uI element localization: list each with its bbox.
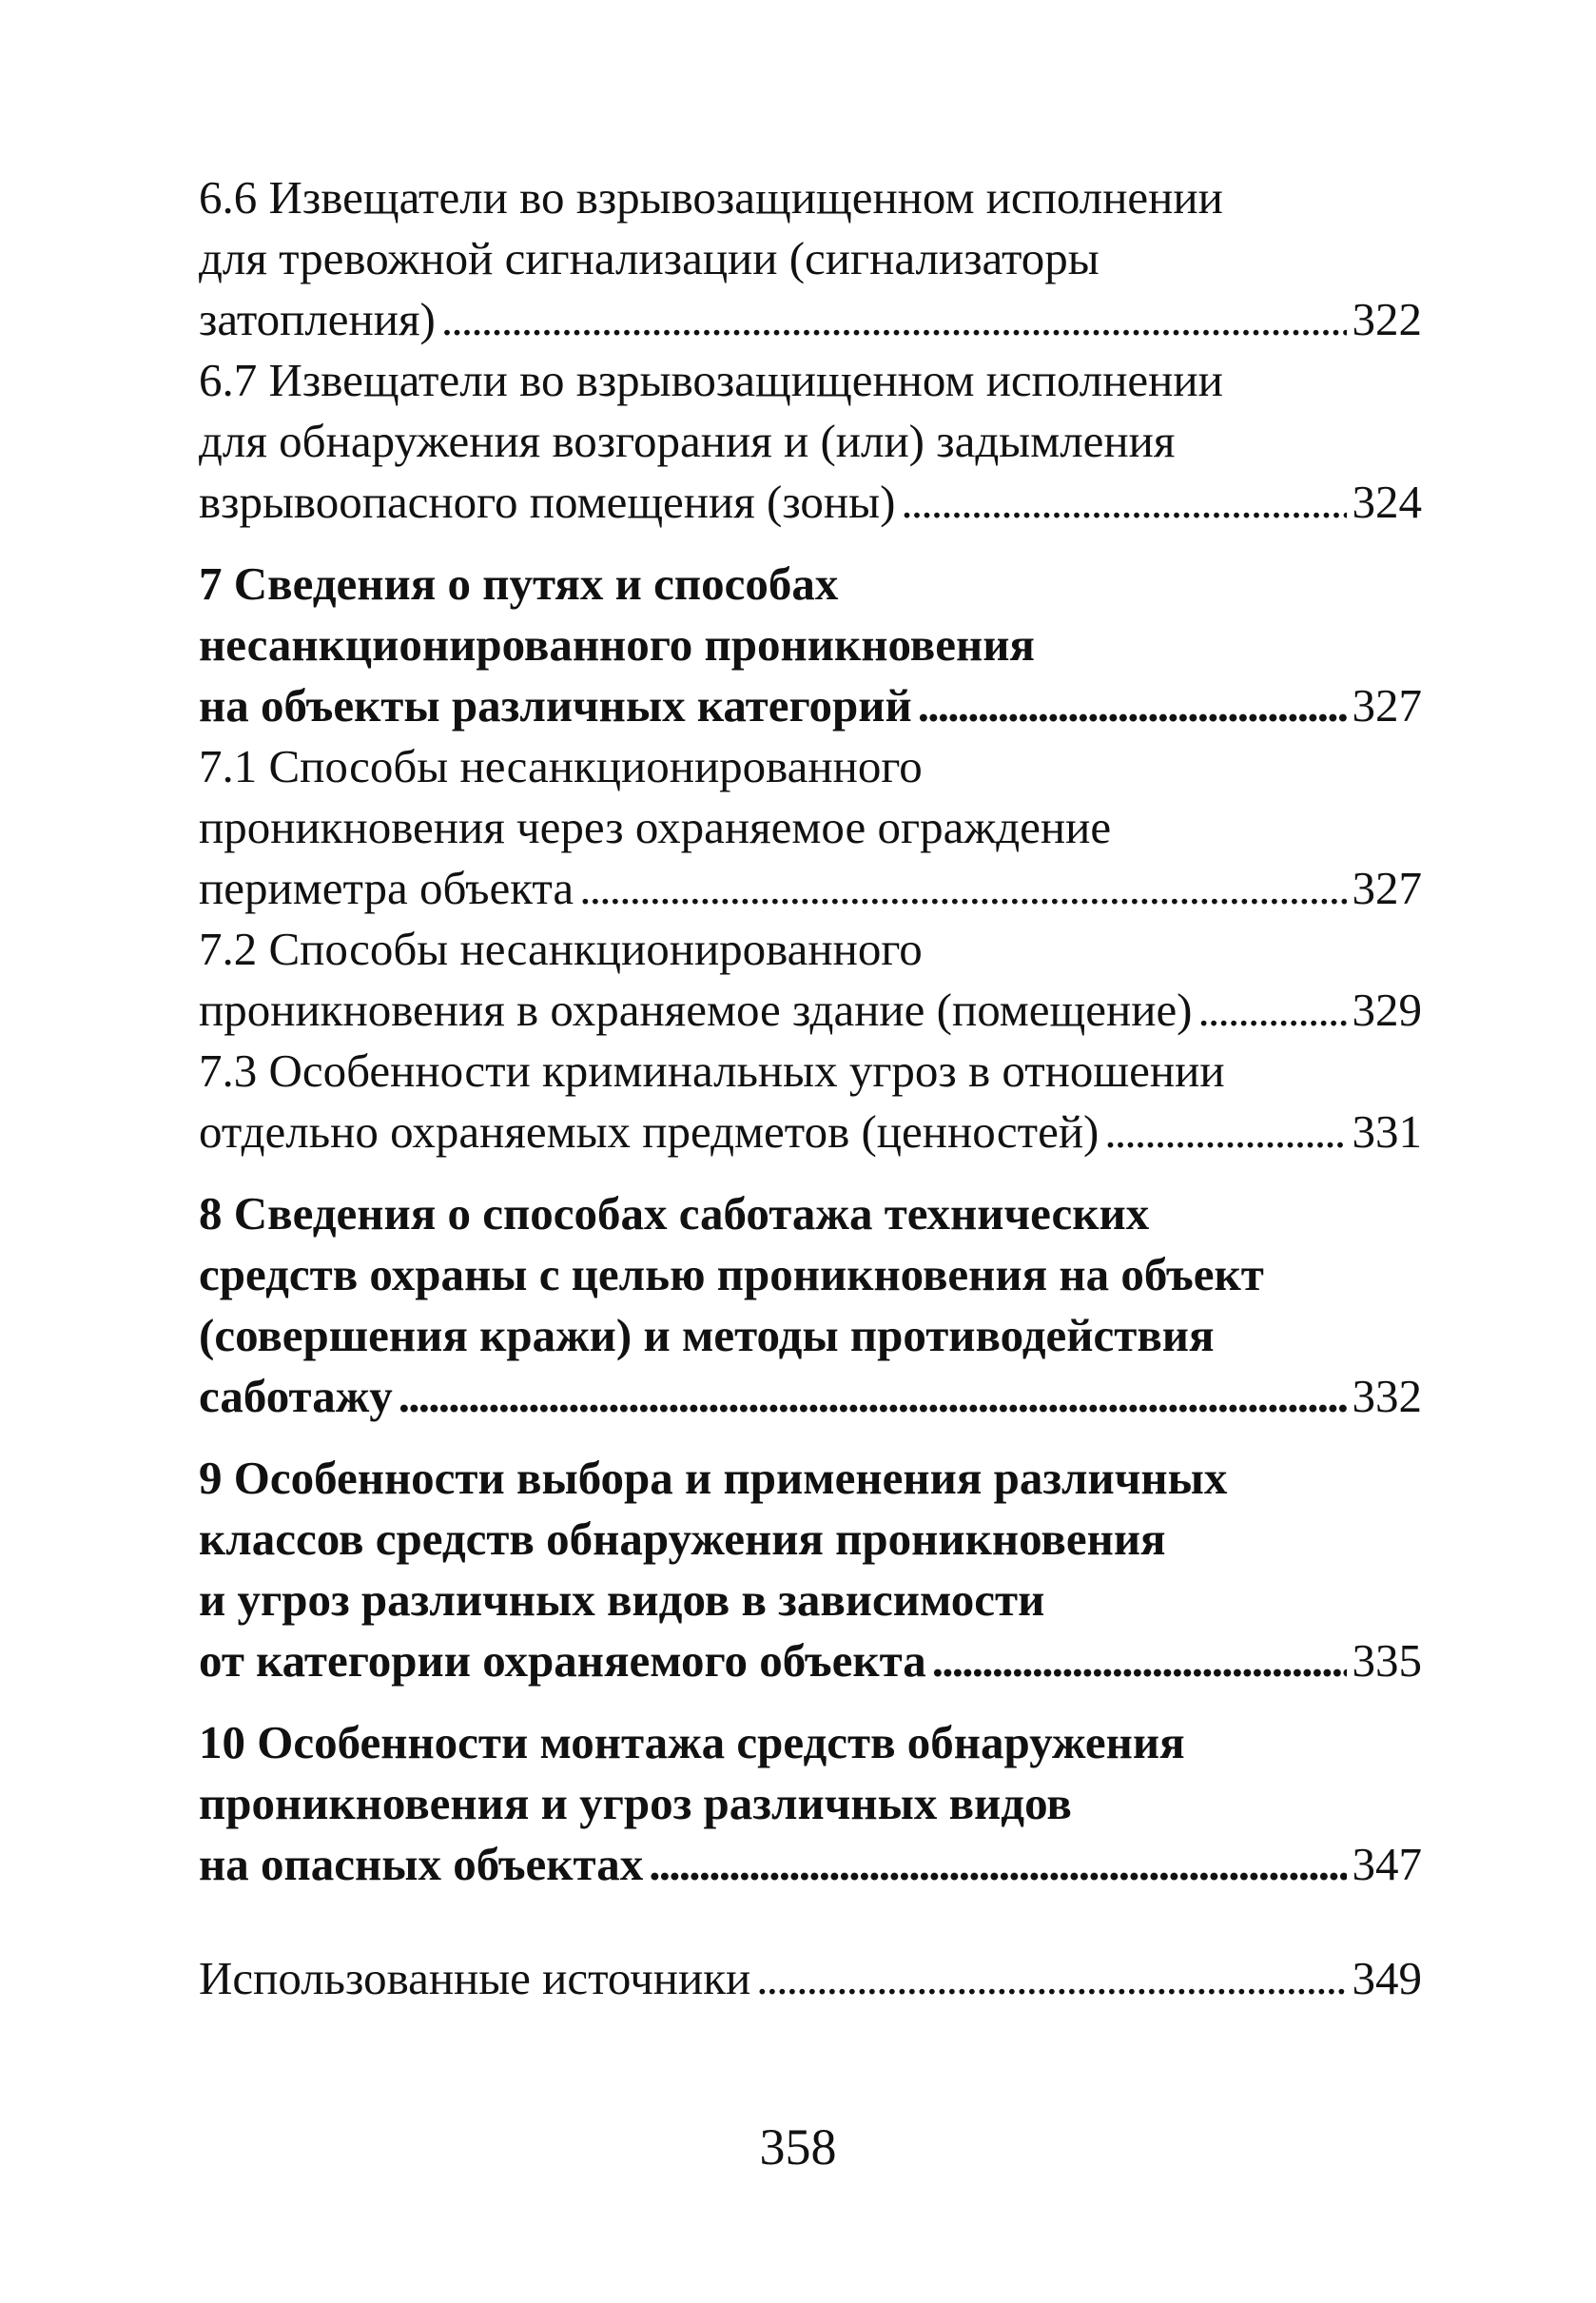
- toc-page-number: 349: [1352, 1952, 1422, 2004]
- toc-entry-line: (совершения кражи) и методы противодействия: [199, 1309, 1215, 1361]
- toc-page-number: 331: [1352, 1105, 1422, 1158]
- toc-entry-last-line: [199, 1834, 1422, 1895]
- toc-entry-line: 6.7 Извещатели во взрывозащищенном исполнении: [199, 354, 1223, 406]
- toc-entry-line: для тревожной сигнализации (сигнализаторы: [199, 232, 1100, 284]
- toc-entry-line: Использованные источники: [199, 1952, 751, 2004]
- toc-entry-line: проникновения и угроз различных видов: [199, 1777, 1072, 1829]
- toc-entry-line: отдельно охраняемых предметов (ценностей): [199, 1105, 1100, 1158]
- toc-entry-line: 7.1 Способы несанкционированного: [199, 740, 923, 792]
- toc-entry-sources: [199, 1948, 1422, 2009]
- toc-page-number: 329: [1352, 984, 1422, 1036]
- toc-entry-line: несанкционированного проникновения: [199, 618, 1035, 671]
- toc-page-number: 327: [1352, 679, 1422, 732]
- dot-leader: [918, 675, 1347, 736]
- toc-entry-last-line: [199, 1948, 1422, 2009]
- toc-entry-last-line: [199, 1366, 1422, 1427]
- toc-entry-line: от категории охраняемого объекта: [199, 1634, 926, 1687]
- toc-entry-line: проникновения в охраняемое здание (помещение): [199, 984, 1193, 1036]
- toc-page-number: 327: [1352, 862, 1422, 914]
- toc-entry-line: и угроз различных видов в зависимости: [199, 1573, 1045, 1626]
- table-of-contents: [199, 167, 1422, 2009]
- toc-entry-line: 8 Сведения о способах саботажа технических: [199, 1187, 1150, 1239]
- dot-leader: [1198, 980, 1347, 1041]
- toc-entry-last-line: [199, 1630, 1422, 1691]
- toc-entry-6-7: [199, 350, 1422, 533]
- toc-entry-line: периметра объекта: [199, 862, 574, 914]
- toc-entry-line: 7.3 Особенности криминальных угроз в отношении: [199, 1044, 1225, 1097]
- toc-entry-line: 7.2 Способы несанкционированного: [199, 923, 923, 975]
- toc-entry-line: на опасных объектах: [199, 1838, 644, 1890]
- toc-entry-7-3: [199, 1041, 1422, 1162]
- dot-leader: [649, 1834, 1346, 1895]
- toc-entry-7: [199, 554, 1422, 736]
- toc-entry-line: 7 Сведения о путях и способах: [199, 557, 839, 610]
- dot-leader: [399, 1366, 1347, 1427]
- dot-leader: [901, 472, 1346, 533]
- toc-entry-7-2: [199, 919, 1422, 1041]
- toc-entry-last-line: [199, 858, 1422, 919]
- toc-entry-8: [199, 1183, 1422, 1427]
- toc-entry-line: взрывоопасного помещения (зоны): [199, 476, 896, 528]
- dot-leader: [1104, 1102, 1346, 1162]
- toc-entry-line: 10 Особенности монтажа средств обнаружения: [199, 1716, 1185, 1768]
- toc-entry-line: классов средств обнаружения проникновения: [199, 1513, 1166, 1565]
- toc-entry-last-line: [199, 472, 1422, 533]
- toc-entry-10: [199, 1712, 1422, 1895]
- toc-page-number: 324: [1352, 476, 1422, 528]
- dot-leader: [441, 289, 1347, 350]
- toc-page-number: 347: [1352, 1838, 1422, 1890]
- toc-entry-line: средств охраны с целью проникновения на объект: [199, 1248, 1264, 1300]
- toc-page-number: 335: [1352, 1634, 1422, 1687]
- toc-page-number: 332: [1352, 1370, 1422, 1422]
- toc-entry-line: 9 Особенности выбора и применения различных: [199, 1452, 1228, 1504]
- page-number: 358: [759, 2118, 837, 2176]
- toc-entry-6-6: [199, 167, 1422, 350]
- toc-entry-line: проникновения через охраняемое ограждение: [199, 801, 1112, 853]
- toc-entry-last-line: [199, 675, 1422, 736]
- toc-entry-line: на объекты различных категорий: [199, 679, 912, 732]
- toc-entry-9: [199, 1448, 1422, 1691]
- toc-entry-last-line: [199, 289, 1422, 350]
- dot-leader: [756, 1948, 1346, 2009]
- dot-leader: [932, 1630, 1347, 1691]
- dot-leader: [579, 858, 1346, 919]
- toc-entry-last-line: [199, 1102, 1422, 1162]
- toc-entry-line: 6.6 Извещатели во взрывозащищенном исполнении: [199, 171, 1223, 224]
- toc-entry-7-1: [199, 736, 1422, 919]
- toc-page-number: 322: [1352, 293, 1422, 345]
- toc-entry-line: затопления): [199, 293, 436, 345]
- toc-entry-last-line: [199, 980, 1422, 1041]
- toc-entry-line: саботажу: [199, 1370, 393, 1422]
- toc-entry-line: для обнаружения возгорания и (или) задымления: [199, 415, 1176, 467]
